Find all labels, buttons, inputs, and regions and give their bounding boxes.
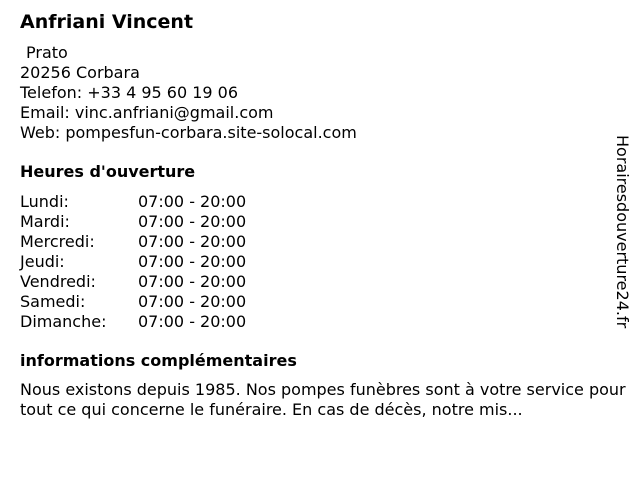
hours-row-sunday [20, 312, 246, 332]
time-range: 07:00 - 20:00 [138, 272, 247, 291]
day-label: Samedi: [20, 292, 86, 311]
info-text: Nous existons depuis 1985. Nos pompes funèbres sont à votre service pour tout ce qui concerne le funéraire. En cas de décès, notre mis... [20, 380, 626, 419]
day-label: Lundi: [20, 192, 69, 211]
hours-row-wednesday [20, 232, 246, 252]
business-name: Anfriani Vincent [20, 11, 194, 33]
website: Web: pompesfun-corbara.site-solocal.com [20, 123, 357, 142]
time-range: 07:00 - 20:00 [138, 252, 247, 271]
hours-row-tuesday [20, 212, 246, 232]
phone: Telefon: +33 4 95 60 19 06 [20, 83, 239, 102]
hours-row-monday [20, 192, 246, 212]
hours-row-friday [20, 272, 246, 292]
day-label: Mardi: [20, 212, 70, 231]
day-label: Mercredi: [20, 232, 95, 251]
email: Email: vinc.anfriani@gmail.com [20, 103, 274, 122]
street: Prato [26, 43, 68, 62]
day-label: Jeudi: [20, 252, 65, 271]
time-range: 07:00 - 20:00 [138, 212, 247, 231]
info-title: informations complémentaires [20, 351, 297, 370]
time-range: 07:00 - 20:00 [138, 312, 247, 331]
hours-row-thursday [20, 252, 246, 272]
hours-table [20, 192, 246, 332]
city: 20256 Corbara [20, 63, 140, 82]
time-range: 07:00 - 20:00 [138, 192, 247, 211]
time-range: 07:00 - 20:00 [138, 292, 247, 311]
hours-title: Heures d'ouverture [20, 162, 196, 181]
watermark-text: Horairesdouverture24.fr [613, 135, 632, 329]
day-label: Vendredi: [20, 272, 96, 291]
time-range: 07:00 - 20:00 [138, 232, 247, 251]
address-block [20, 43, 610, 143]
day-label: Dimanche: [20, 312, 107, 331]
hours-row-saturday [20, 292, 246, 312]
